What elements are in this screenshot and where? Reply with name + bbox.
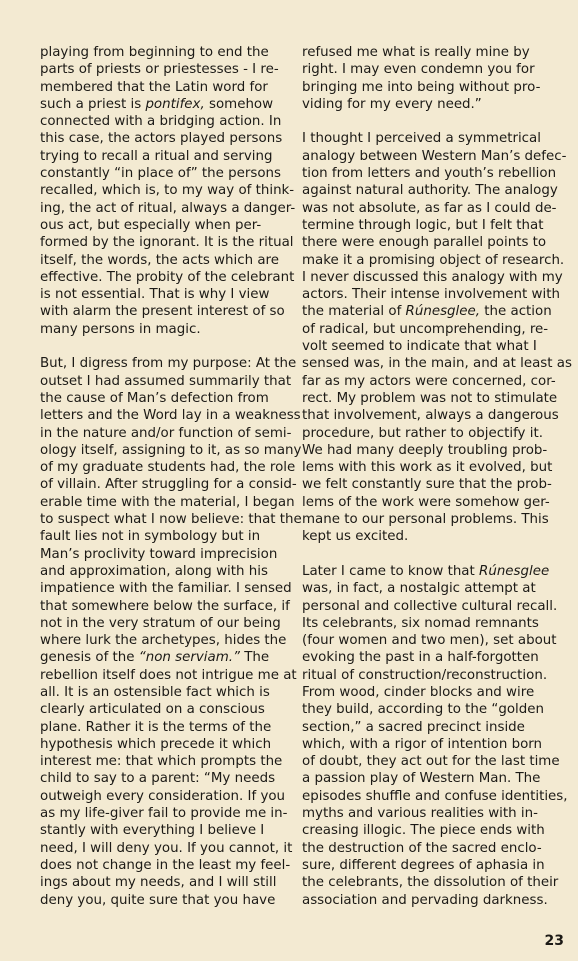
text-line	[40, 355, 297, 372]
text-line	[302, 753, 560, 770]
text-line	[302, 511, 552, 528]
text-line	[302, 598, 558, 615]
text-run: of my graduate students had, the role	[40, 460, 296, 476]
text-run: interest me: that which prompts the	[40, 754, 283, 770]
paragraph-break	[302, 546, 552, 563]
text-run: need, I will deny you. If you cannot, it	[40, 840, 293, 856]
text-run: hypothesis which precede it which	[40, 736, 272, 752]
text-line	[302, 200, 557, 217]
text-line	[40, 442, 302, 459]
text-line	[40, 840, 293, 857]
text-line	[302, 61, 552, 78]
italic-term: Rúnesglee,	[405, 304, 480, 320]
text-run: mane to our personal problems. This	[302, 512, 549, 528]
text-line	[40, 788, 290, 805]
text-line	[40, 598, 290, 615]
text-run: effective. The probity of the celebrant	[40, 269, 295, 285]
text-line	[302, 649, 552, 666]
text-line	[40, 148, 290, 165]
text-line	[40, 200, 296, 217]
text-line	[40, 770, 290, 787]
text-line	[40, 753, 290, 770]
text-line	[40, 286, 290, 303]
text-line	[40, 528, 290, 545]
text-run: outset I had assumed summarily that	[40, 373, 292, 389]
text-line	[40, 546, 290, 563]
text-line	[40, 476, 297, 493]
text-line	[302, 822, 552, 839]
text-run: lems with this work as it evolved, but	[302, 460, 553, 476]
text-line	[302, 44, 552, 61]
text-run: sensed was, in the main, and at least as	[302, 356, 572, 372]
text-run: that somewhere below the surface, if	[40, 598, 290, 614]
text-run: they build, according to the “golden	[302, 702, 544, 718]
text-run: Later I came to know that	[302, 563, 480, 579]
text-line	[302, 667, 552, 684]
text-line	[40, 719, 290, 736]
text-line	[302, 355, 572, 372]
text-line	[40, 684, 290, 701]
text-run: stantly with everything I believe I	[40, 823, 265, 839]
text-line	[302, 805, 552, 822]
text-run: was not absolute, as far as I could de-	[302, 200, 557, 216]
text-run: procedure, but rather to objectify it.	[302, 425, 543, 441]
text-run: all. It is an ostensible fact which is	[40, 684, 270, 700]
text-run: ing, the act of ritual, always a danger-	[40, 200, 296, 216]
text-run: Its celebrants, six nomad remnants	[302, 615, 539, 631]
text-line	[302, 234, 552, 251]
text-line	[40, 113, 290, 130]
right-text-column	[302, 44, 572, 909]
text-run: the action	[480, 304, 552, 320]
text-run: in the nature and/or function of semi-	[40, 425, 292, 441]
text-run: clearly articulated on a conscious	[40, 702, 265, 718]
text-run: there were enough parallel points to	[302, 235, 547, 251]
italic-term: pontifex,	[145, 96, 205, 112]
text-line	[40, 805, 290, 822]
text-line	[40, 303, 290, 320]
text-run: association and pervading darkness.	[302, 892, 548, 908]
text-run: But, I digress from my purpose: At the	[40, 356, 297, 372]
text-run: rect. My problem was not to stimulate	[302, 390, 558, 406]
text-line	[40, 182, 295, 199]
text-run: ology itself, assigning to it, as so many	[40, 442, 302, 458]
text-run: of doubt, they act out for the last time	[302, 754, 560, 770]
text-line	[302, 407, 559, 424]
text-line	[302, 130, 552, 147]
text-line	[40, 96, 290, 113]
text-run: creasing illogic. The piece ends with	[302, 823, 545, 839]
text-run: bringing me into being without pro-	[302, 79, 541, 95]
text-line	[40, 459, 296, 476]
text-run: right. I may even condemn you for	[302, 62, 535, 78]
text-run: I thought I perceived a symmetrical	[302, 131, 541, 147]
text-run: somehow	[204, 96, 274, 112]
text-run: ritual of construction/reconstruction.	[302, 667, 548, 683]
text-line	[302, 286, 560, 303]
text-run: outweigh every consideration. If you	[40, 788, 286, 804]
text-run: the destruction of the sacred enclo-	[302, 840, 542, 856]
text-run: ings about my needs, and I will still	[40, 875, 277, 891]
text-run: and approximation, along with his	[40, 563, 268, 579]
text-run: we felt constantly sure that the prob-	[302, 477, 552, 493]
paragraph-break	[302, 113, 552, 130]
text-run: the cause of Man’s defection from	[40, 390, 269, 406]
text-run: membered that the Latin word for	[40, 79, 268, 95]
text-run: to suspect what I now believe: that the	[40, 512, 302, 528]
text-line	[40, 580, 290, 597]
text-run: impatience with the familiar. I sensed	[40, 581, 292, 597]
text-line	[40, 130, 290, 147]
italic-term: Rúnesglee	[479, 563, 550, 579]
text-line	[302, 719, 552, 736]
text-line	[40, 701, 290, 718]
text-run: formed by the ignorant. It is the ritual	[40, 235, 294, 251]
text-line	[302, 252, 565, 269]
text-line	[40, 615, 290, 632]
paragraph-break	[40, 338, 290, 355]
text-line	[302, 442, 552, 459]
text-line	[40, 736, 290, 753]
text-line	[40, 892, 290, 909]
text-line	[302, 736, 552, 753]
text-run: does not change in the least my feel-	[40, 857, 291, 873]
text-run: where lurk the archetypes, hides the	[40, 633, 287, 649]
text-run: far as my actors were concerned, cor-	[302, 373, 556, 389]
text-run: itself, the words, the acts which are	[40, 252, 279, 268]
text-line	[40, 252, 290, 269]
text-line	[40, 44, 290, 61]
text-run: connected with a bridging action. In	[40, 114, 282, 130]
text-run: playing from beginning to end the	[40, 45, 269, 60]
page-number: 23	[544, 933, 564, 949]
text-line	[302, 269, 563, 286]
text-line	[302, 684, 552, 701]
text-run: ous act, but especially when per-	[40, 217, 262, 233]
text-line	[302, 701, 552, 718]
text-line	[302, 494, 552, 511]
text-line	[40, 321, 290, 338]
text-run: volt seemed to indicate that what I	[302, 339, 537, 355]
text-line	[40, 649, 290, 666]
text-line	[40, 494, 295, 511]
text-run: this case, the actors played persons	[40, 131, 283, 147]
text-run: genesis of the	[40, 650, 139, 666]
text-run: child to say to a parent: “My needs	[40, 771, 276, 787]
text-line	[302, 615, 552, 632]
text-run: such a priest is	[40, 96, 146, 112]
text-line	[302, 563, 552, 580]
text-run: is not essential. That is why I view	[40, 287, 270, 303]
text-line	[302, 182, 558, 199]
text-line	[302, 390, 558, 407]
text-line	[302, 148, 567, 165]
text-run: Man’s proclivity toward imprecision	[40, 546, 278, 562]
text-run: of radical, but uncomprehending, re-	[302, 321, 549, 337]
text-line	[302, 96, 552, 113]
text-run: The	[239, 650, 270, 666]
text-run: letters and the Word lay in a weakness	[40, 408, 301, 424]
text-line	[302, 338, 552, 355]
text-run: with alarm the present interest of so	[40, 304, 285, 320]
text-line	[40, 165, 290, 182]
text-line	[302, 79, 552, 96]
text-run: evoking the past in a half-forgotten	[302, 650, 539, 666]
text-run: episodes shuffle and confuse identities,	[302, 788, 568, 804]
text-run: We had many deeply troubling prob-	[302, 442, 548, 458]
text-line	[40, 822, 290, 839]
text-run: parts of priests or priestesses - I re-	[40, 62, 279, 78]
text-run: rebellion itself does not intrigue me at	[40, 667, 297, 683]
text-line	[302, 788, 568, 805]
text-run: (four women and two men), set about	[302, 633, 557, 649]
text-run: sure, different degrees of aphasia in	[302, 857, 545, 873]
text-line	[40, 632, 290, 649]
text-line	[40, 79, 290, 96]
text-run: termine through logic, but I felt that	[302, 217, 544, 233]
text-line	[40, 407, 301, 424]
text-line	[40, 667, 297, 684]
text-line	[302, 528, 552, 545]
text-run: of villain. After struggling for a consid-	[40, 477, 297, 493]
text-run: refused me what is really mine by	[302, 45, 530, 60]
text-line	[302, 840, 552, 857]
italic-term: “non serviam.”	[138, 650, 240, 666]
text-run: recalled, which is, to my way of think-	[40, 183, 295, 199]
text-line	[40, 217, 290, 234]
text-line	[302, 892, 552, 909]
text-run: that involvement, always a dangerous	[302, 408, 559, 424]
text-line	[40, 563, 290, 580]
text-run: not in the very stratum of our being	[40, 615, 281, 631]
text-run: erable time with the material, I began	[40, 494, 295, 510]
text-run: section,” a sacred precinct inside	[302, 719, 525, 735]
text-run: the material of	[302, 304, 406, 320]
text-line	[40, 61, 290, 78]
text-run: against natural authority. The analogy	[302, 183, 558, 199]
text-line	[302, 217, 552, 234]
text-run: analogy between Western Man’s defec-	[302, 148, 567, 164]
text-line	[302, 857, 552, 874]
text-line	[302, 580, 552, 597]
text-run: make it a promising object of research.	[302, 252, 565, 268]
text-line	[40, 857, 290, 874]
text-line	[302, 321, 552, 338]
text-run: tion from letters and youth’s rebellion	[302, 166, 557, 182]
text-line	[302, 425, 552, 442]
text-run: actors. Their intense involvement with	[302, 287, 560, 303]
text-run: deny you, quite sure that you have	[40, 892, 276, 908]
text-run: kept us excited.	[302, 529, 409, 545]
text-line	[40, 425, 290, 442]
text-run: the celebrants, the dissolution of their	[302, 875, 559, 891]
text-line	[302, 874, 559, 891]
text-line	[302, 770, 552, 787]
text-line	[302, 303, 552, 320]
text-line	[40, 373, 290, 390]
text-run: personal and collective cultural recall.	[302, 598, 558, 614]
left-text-column	[40, 44, 302, 909]
text-run: viding for my every need.”	[302, 96, 482, 112]
text-run: myths and various realities with in-	[302, 806, 538, 822]
text-run: many persons in magic.	[40, 321, 201, 337]
text-line	[40, 234, 294, 251]
text-line	[302, 459, 552, 476]
text-line	[302, 165, 557, 182]
text-run: which, with a rigor of intention born	[302, 736, 543, 752]
text-line	[302, 476, 552, 493]
text-run: trying to recall a ritual and serving	[40, 148, 273, 164]
text-run: was, in fact, a nostalgic attempt at	[302, 581, 536, 597]
text-run: as my life-giver fail to provide me in-	[40, 806, 288, 822]
text-line	[40, 511, 302, 528]
text-run: constantly “in place of” the persons	[40, 166, 282, 182]
text-run: a passion play of Western Man. The	[302, 771, 541, 787]
text-line	[302, 632, 557, 649]
text-run: plane. Rather it is the terms of the	[40, 719, 272, 735]
text-line	[40, 390, 290, 407]
text-run: I never discussed this analogy with my	[302, 269, 563, 285]
text-line	[40, 874, 290, 891]
text-run: fault lies not in symbology but in	[40, 529, 261, 545]
text-run: lems of the work were somehow ger-	[302, 494, 550, 510]
text-run: From wood, cinder blocks and wire	[302, 684, 535, 700]
text-line	[40, 269, 295, 286]
text-line	[302, 373, 556, 390]
